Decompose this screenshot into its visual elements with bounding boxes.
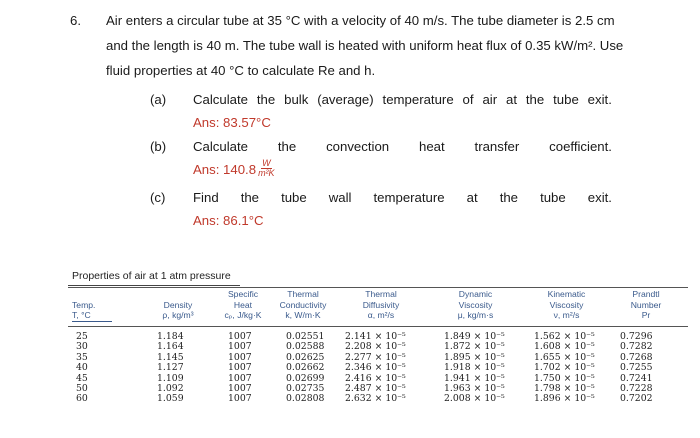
table-cell: 35	[76, 351, 88, 363]
table-cell: 0.7296	[620, 331, 653, 342]
header-line: Viscosity	[549, 299, 584, 310]
unit-numerator: W	[262, 158, 271, 168]
column-header	[616, 289, 676, 321]
table-cell: 1007	[228, 351, 252, 363]
question-word: temperature	[382, 92, 454, 107]
header-line: α, m²/s	[367, 310, 395, 320]
table-cell: 0.02662	[286, 362, 325, 374]
table-cell: 1.896 × 10⁻⁵	[534, 393, 595, 405]
header-line: Number	[630, 299, 662, 310]
header-line: μ, kg/m·s	[457, 310, 494, 320]
table-cell: 1.059	[157, 393, 184, 405]
table-cell: 2.632 × 10⁻⁵	[345, 393, 406, 405]
column-header	[433, 289, 518, 321]
title-underline	[68, 285, 240, 286]
question-word: convection	[326, 139, 390, 154]
table-cell: 50	[76, 383, 88, 394]
question-word: exit.	[587, 190, 612, 205]
header-line: ρ, kg/m³	[162, 310, 194, 320]
table-cell: 1.127	[157, 362, 184, 374]
header-line: Pr	[641, 310, 651, 320]
table-cell: 1007	[228, 362, 252, 374]
table-cell: 1.655 × 10⁻⁵	[534, 351, 595, 363]
question-word: wall	[328, 190, 352, 205]
table-cell: 1.145	[157, 351, 184, 363]
table-cell: 1007	[228, 331, 252, 342]
header-line: Kinematic	[547, 289, 586, 299]
column-header	[273, 289, 333, 321]
question-word: temperature	[373, 190, 445, 205]
header-line: Prandtl	[632, 289, 660, 299]
question-word: bulk	[284, 92, 309, 107]
header-line: k, W/m·K	[285, 310, 321, 320]
table-cell: 0.7255	[620, 362, 653, 374]
problem-line-2: and the length is 40 m. The tube wall is heated with uniform heat flux of 0.35 kW/m². Use	[106, 38, 624, 53]
column-header	[148, 300, 208, 321]
table-cell: 2.008 × 10⁻⁵	[444, 393, 505, 405]
table-cell: 1.562 × 10⁻⁵	[534, 331, 595, 342]
table-cell: 1.608 × 10⁻⁵	[534, 341, 595, 353]
question-word: the	[256, 92, 276, 107]
problem-statement	[70, 8, 630, 83]
question-word: of	[462, 92, 474, 107]
table-cell: 1.895 × 10⁻⁵	[444, 351, 505, 363]
air-properties-table	[68, 268, 688, 436]
problem-number: 6.	[70, 13, 81, 28]
part-label: (c)	[150, 190, 166, 205]
table-cell: 30	[76, 341, 88, 353]
question-word: the	[499, 190, 519, 205]
table-cell: 1.092	[157, 383, 184, 394]
table-cell: 2.346 × 10⁻⁵	[345, 362, 406, 374]
header-line: Thermal	[287, 289, 319, 299]
part-question	[193, 92, 612, 107]
table-cell: 2.277 × 10⁻⁵	[345, 351, 406, 363]
question-word: exit.	[587, 92, 612, 107]
table-cell: 2.208 × 10⁻⁵	[345, 341, 406, 353]
question-word: at	[466, 190, 478, 205]
header-rule	[68, 326, 688, 327]
table-cell: 1007	[228, 341, 252, 353]
question-word: tube	[540, 190, 566, 205]
table-cell: 1.184	[157, 331, 184, 342]
table-cell: 2.487 × 10⁻⁵	[345, 383, 406, 394]
column-header	[218, 289, 268, 321]
unit-fraction	[257, 159, 276, 178]
question-word: transfer	[474, 139, 520, 154]
unit-denominator: m²K	[258, 168, 275, 178]
table-cell: 0.7268	[620, 351, 653, 363]
table-cell: 1.164	[157, 341, 184, 353]
header-line: ν, m²/s	[553, 310, 580, 320]
table-cell: 0.02735	[286, 383, 325, 394]
question-word: Calculate	[193, 92, 248, 107]
question-word: coefficient.	[549, 139, 612, 154]
table-cell: 40	[76, 362, 88, 374]
table-cell: 0.02551	[286, 331, 325, 342]
table-title: Properties of air at 1 atm pressure	[72, 270, 231, 282]
table-cell: 2.141 × 10⁻⁵	[345, 331, 406, 342]
question-word: tube	[281, 190, 307, 205]
question-word: the	[277, 139, 297, 154]
table-cell: 0.7282	[620, 341, 653, 353]
table-cell: 1.109	[157, 372, 184, 384]
question-word: Find	[193, 190, 219, 205]
question-word: heat	[419, 139, 445, 154]
header-line: Specific	[227, 289, 259, 299]
part-label: (a)	[150, 92, 167, 107]
header-line: Dynamic	[458, 289, 493, 299]
header-line: Temp.	[72, 299, 96, 310]
table-cell: 0.02588	[286, 341, 325, 353]
header-line: Heat	[233, 299, 253, 310]
table-cell: 2.416 × 10⁻⁵	[345, 372, 406, 384]
table-cell: 0.02808	[286, 393, 325, 405]
header-line: Diffusivity	[362, 299, 400, 310]
question-word: (average)	[317, 92, 374, 107]
table-cell: 1.702 × 10⁻⁵	[534, 362, 595, 374]
part-answer	[193, 158, 276, 180]
header-line: T, °C	[72, 310, 112, 322]
table-cell: 0.7228	[620, 383, 653, 394]
table-cell: 1.941 × 10⁻⁵	[444, 372, 505, 384]
part-question	[193, 139, 612, 154]
problem-text: Air enters a circular tube at 35 °C with a velocity of 40 m/s. The tube diameter is 2.5 cm	[106, 13, 615, 28]
part-label: (b)	[150, 139, 167, 154]
table-cell: 1.849 × 10⁻⁵	[444, 331, 505, 342]
header-line: Viscosity	[458, 299, 493, 310]
question-word: Calculate	[193, 139, 248, 154]
header-line: Thermal	[365, 289, 397, 299]
column-header	[336, 289, 426, 321]
table-cell: 1.750 × 10⁻⁵	[534, 372, 595, 384]
header-line: cₚ, J/kg·K	[224, 310, 262, 320]
table-cell: 1007	[228, 372, 252, 384]
question-word: at	[505, 92, 517, 107]
table-cell: 1.798 × 10⁻⁵	[534, 383, 595, 394]
table-cell: 45	[76, 372, 88, 384]
table-cell: 25	[76, 331, 88, 342]
problem-line-1	[70, 8, 630, 33]
table-cell: 1007	[228, 383, 252, 394]
table-cell: 1.963 × 10⁻⁵	[444, 383, 505, 394]
answer-value: Ans: 140.8	[193, 161, 257, 177]
part-answer: Ans: 86.1°C	[193, 213, 264, 228]
table-cell: 0.7241	[620, 372, 653, 384]
part-question	[193, 190, 612, 205]
column-header	[72, 300, 112, 322]
table-cell: 1.872 × 10⁻⁵	[444, 341, 505, 353]
question-word: air	[482, 92, 498, 107]
problem-line-3: fluid properties at 40 °C to calculate Re and h.	[106, 63, 376, 78]
part-answer: Ans: 83.57°C	[193, 115, 271, 130]
question-word: the	[525, 92, 545, 107]
table-cell: 60	[76, 393, 88, 405]
table-cell: 0.7202	[620, 393, 653, 405]
table-cell: 1007	[228, 393, 252, 405]
table-top-rule	[68, 287, 688, 288]
table-cell: 0.02699	[286, 372, 325, 384]
question-word: the	[240, 190, 260, 205]
question-word: tube	[553, 92, 579, 107]
column-header	[524, 289, 609, 321]
header-line: Density	[163, 299, 193, 310]
header-line: Conductivity	[279, 299, 327, 310]
table-cell: 1.918 × 10⁻⁵	[444, 362, 505, 374]
table-cell: 0.02625	[286, 351, 325, 363]
